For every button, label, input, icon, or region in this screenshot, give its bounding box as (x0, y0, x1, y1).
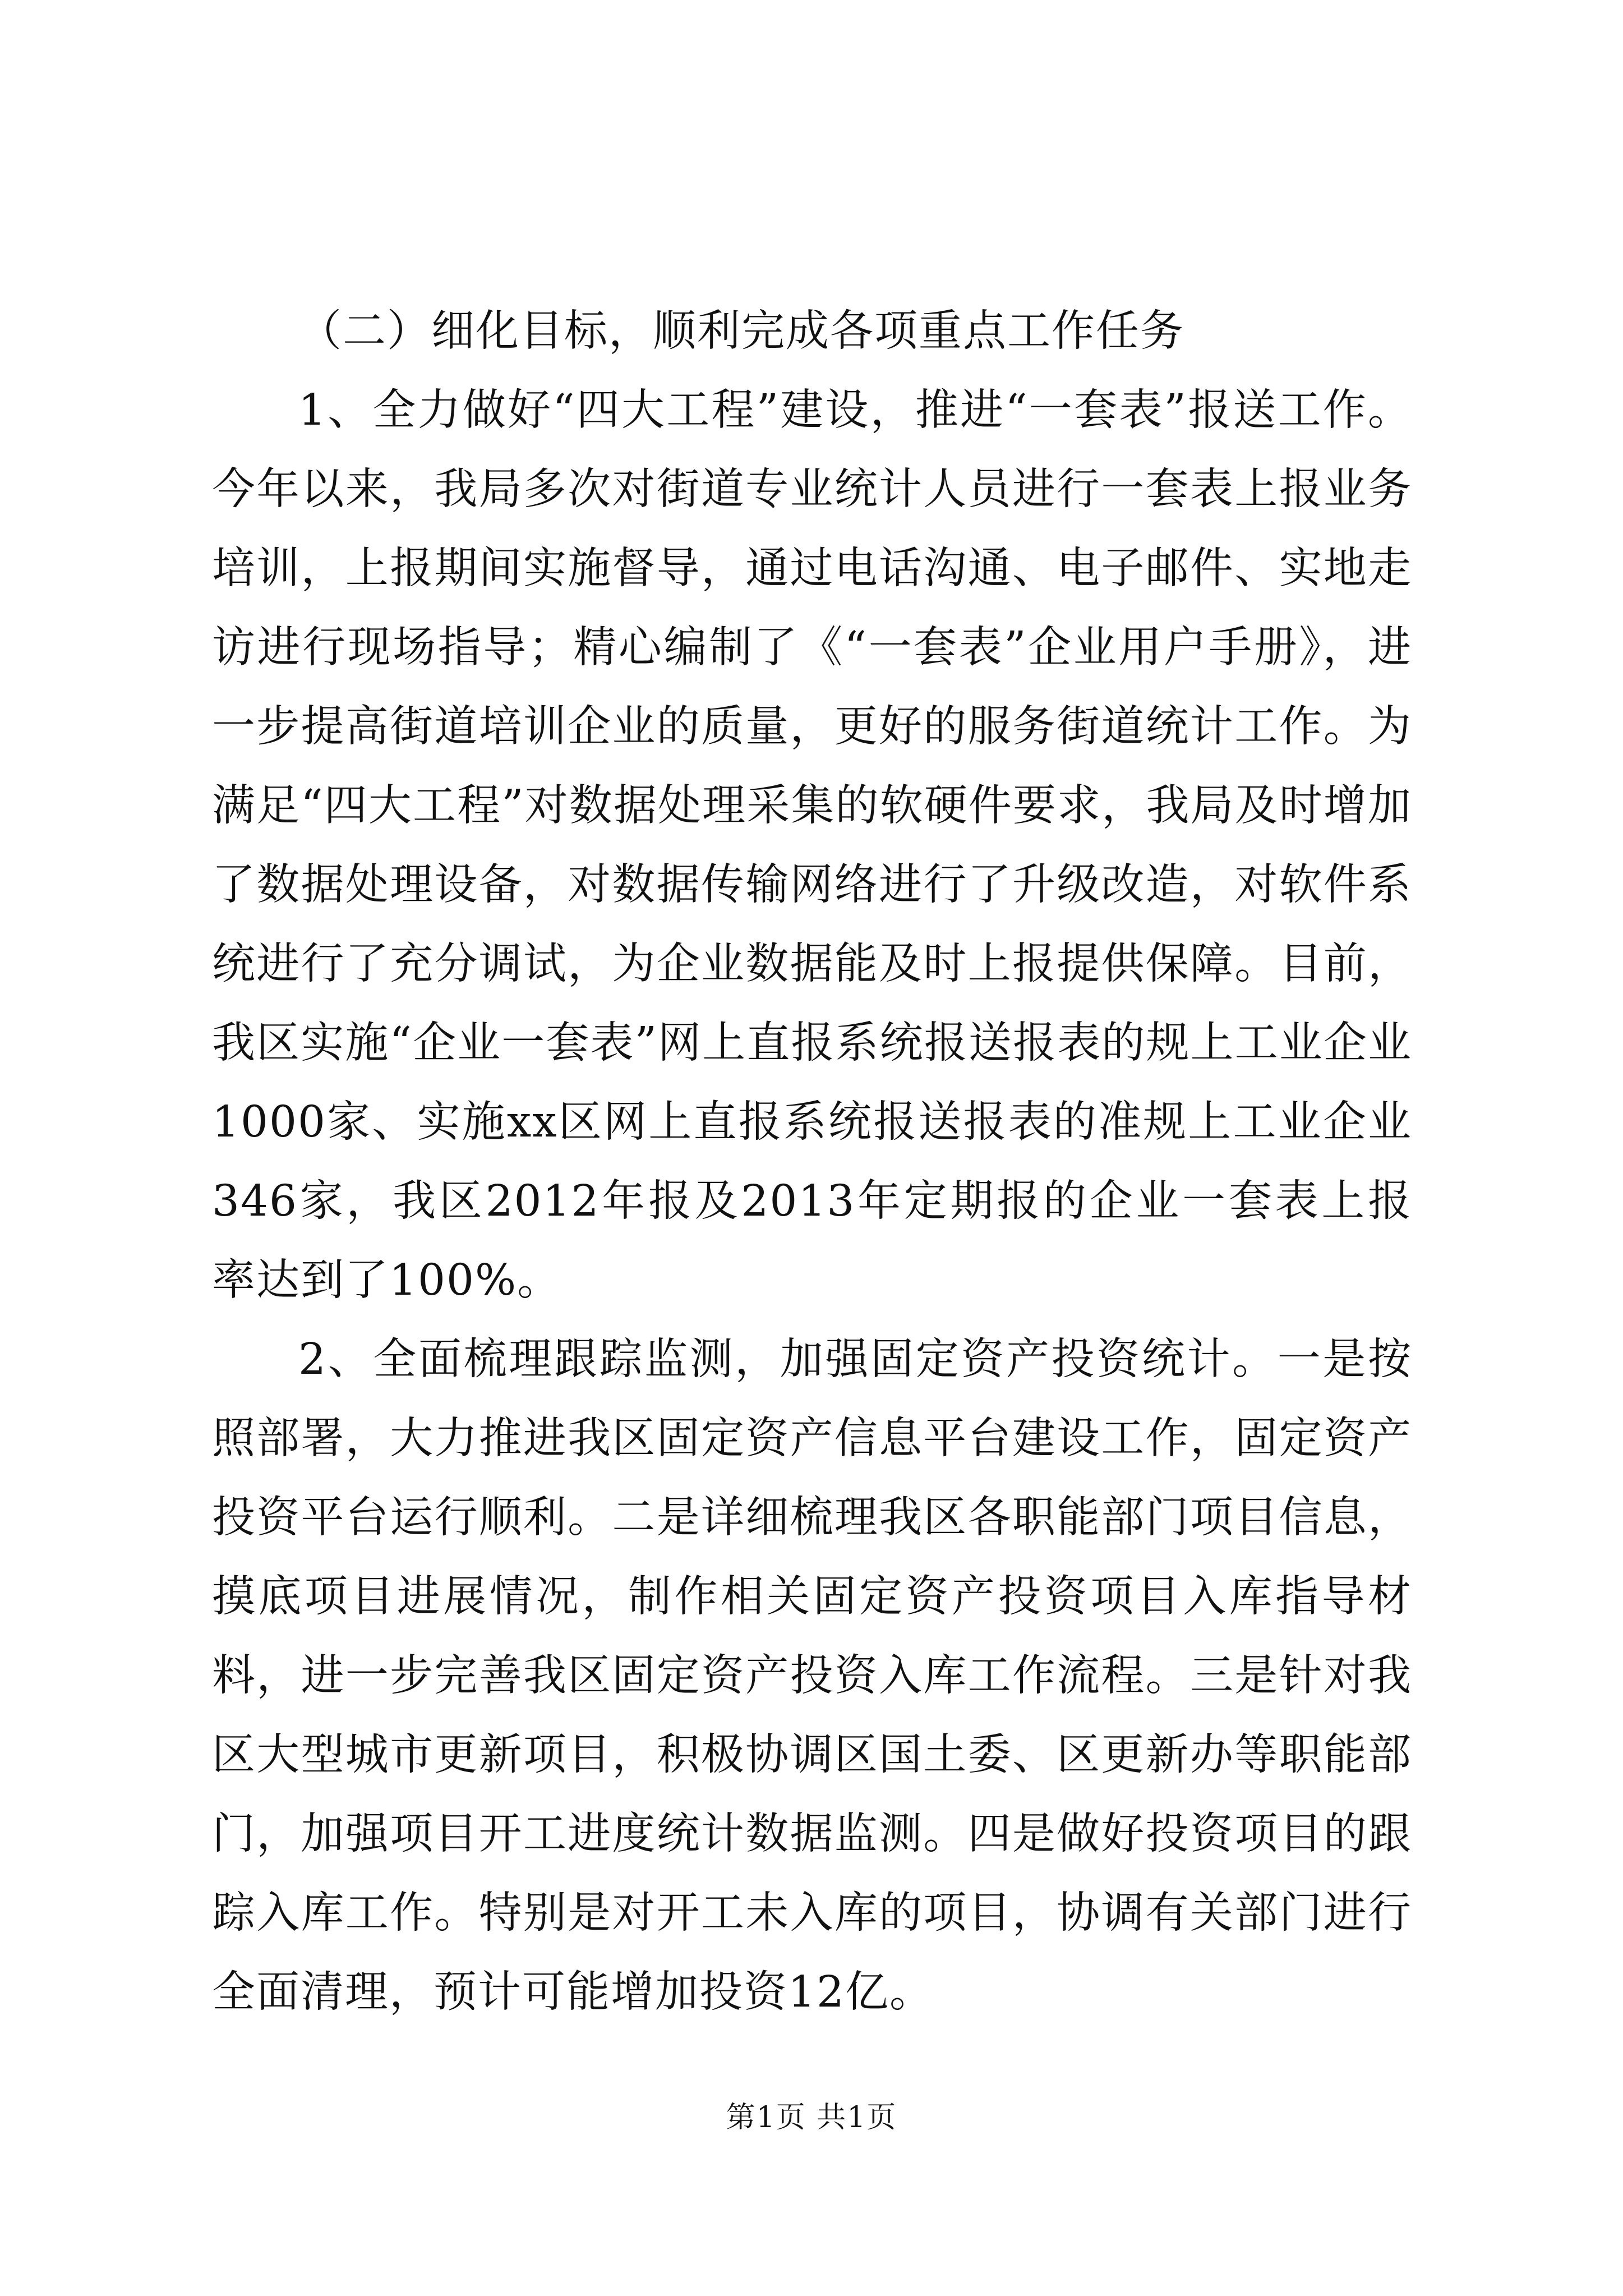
paragraph-fixed-asset-investment: 2、全面梳理跟踪监测，加强固定资产投资统计。一是按照部署，大力推进我区固定资产信息平台建设工作，固定资产投资平台运行顺利。二是详细梳理我区各职能部门项目信息，摸底项目进展情况，制作相关固定资产投资项目入库指导材料，进一步完善我区固定资产投资入库工作流程。三是针对我区大型城市更新项目，积极协调区国土委、区更新办等职能部门，加强项目开工进度统计数据监测。四是做好投资项目的跟踪入库工作。特别是对开工未入库的项目，协调有关部门进行全面清理，预计可能增加投资12亿。 (212, 1335, 1412, 2017)
document-body (212, 292, 1412, 2032)
page-number-footer: 第1页 共1页 (726, 2101, 897, 2134)
paragraph-four-projects: 1、全力做好“四大工程”建设，推进“一套表”报送工作。今年以来，我局多次对街道专业统计人员进行一套表上报业务培训，上报期间实施督导，通过电话沟通、电子邮件、实地走访进行现场指导；精心编制了《“一套表”企业用户手册》，进一步提高街道培训企业的质量，更好的服务街道统计工作。为满足“四大工程”对数据处理采集的软硬件要求，我局及时增加了数据处理设备，对数据传输网络进行了升级改造，对软件系统进行了充分调试，为企业数据能及时上报提供保障。目前，我区实施“企业一套表”网上直报系统报送报表的规上工业企业1000家、实施xx区网上直报系统报送报表的准规上工业企业346家，我区2012年报及2013年定期报的企业一套表上报率达到了100%。 (212, 385, 1412, 1305)
section-heading: （二）细化目标，顺利完成各项重点工作任务 (298, 306, 1184, 356)
